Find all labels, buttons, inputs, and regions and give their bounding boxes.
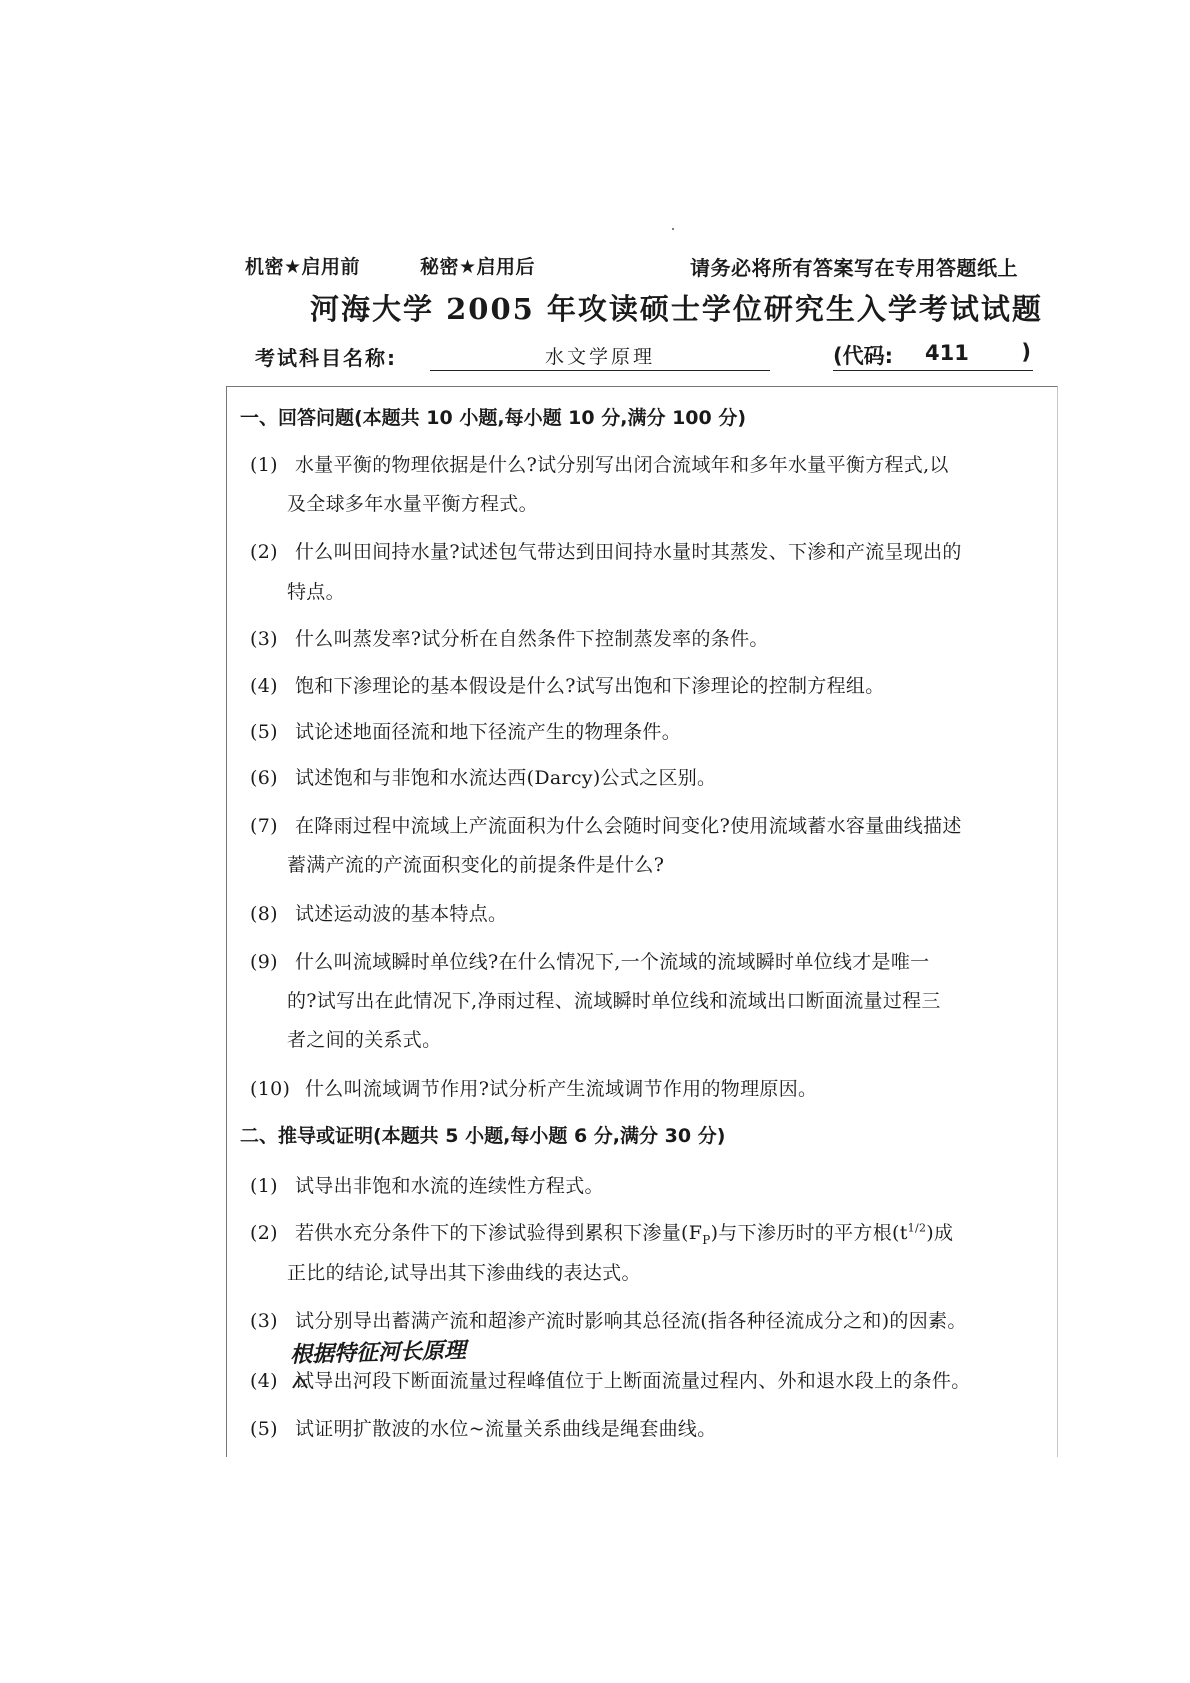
question-number: (2): [250, 541, 278, 563]
derivation-4: [250, 1366, 971, 1393]
scan-speck: [672, 228, 674, 230]
question-number: (10): [250, 1078, 291, 1100]
question-8: [250, 899, 507, 926]
question-10: [250, 1074, 817, 1101]
question-2-line-1: [250, 537, 962, 564]
question-1-line-2: 及全球多年水量平衡方程式。: [287, 493, 538, 515]
code-value: 411: [925, 341, 969, 365]
question-1-line-1: [250, 450, 949, 477]
subject-name: 水文学原理: [430, 342, 770, 371]
question-number: (1): [250, 454, 278, 476]
exam-title: 河海大学 2005 年攻读硕士学位研究生入学考试试题: [310, 292, 1043, 326]
question-6: [250, 763, 716, 790]
derivation-2-line-1: [250, 1218, 953, 1247]
question-text: 若供水充分条件下的下渗试验得到累积下渗量(F: [295, 1222, 703, 1244]
question-text: 在降雨过程中流域上产流面积为什么会随时间变化?使用流域蓄水容量曲线描述: [295, 815, 962, 837]
section1-heading: 一、回答问题(本题共 10 小题,每小题 10 分,满分 100 分): [240, 407, 747, 429]
subject-label: 考试科目名称:: [255, 346, 397, 370]
question-number: (4): [250, 675, 278, 697]
question-number: (8): [250, 903, 278, 925]
question-number: (4): [250, 1370, 278, 1392]
question-text: 试述饱和与非饱和水流达西(Darcy)公式之区别。: [295, 767, 717, 789]
question-9-line-3: 者之间的关系式。: [287, 1029, 442, 1051]
question-text: 试导出河段下断面流量过程峰值位于上断面流量过程内、外和退水段上的条件。: [295, 1370, 971, 1392]
question-number: (9): [250, 951, 278, 973]
question-text: 什么叫流域瞬时单位线?在什么情况下,一个流域的流域瞬时单位线才是唯一: [295, 951, 930, 973]
question-number: (2): [250, 1222, 278, 1244]
question-text: 试证明扩散波的水位~流量关系曲线是绳套曲线。: [295, 1418, 717, 1440]
code-close-paren: ): [1021, 340, 1031, 364]
question-number: (7): [250, 815, 278, 837]
derivation-2-line-2: 正比的结论,试导出其下渗曲线的表达式。: [287, 1262, 641, 1284]
question-number: (3): [250, 628, 278, 650]
question-text: 试分别导出蓄满产流和超渗产流时影响其总径流(指各种径流成分之和)的因素。: [295, 1310, 967, 1332]
question-7-line-2: 蓄满产流的产流面积变化的前提条件是什么?: [287, 854, 665, 876]
question-text: )成: [926, 1222, 954, 1244]
question-9-line-2: 的?试写出在此情况下,净雨过程、流域瞬时单位线和流域出口断面流量过程三: [287, 990, 941, 1012]
question-7-line-1: [250, 811, 962, 838]
secret-after-label: 秘密★启用后: [420, 256, 536, 278]
question-text: 什么叫田间持水量?试述包气带达到田间持水量时其蒸发、下渗和产流呈现出的: [295, 541, 962, 563]
section2-heading: 二、推导或证明(本题共 5 小题,每小题 6 分,满分 30 分): [240, 1125, 726, 1147]
question-text: 试导出非饱和水流的连续性方程式。: [295, 1175, 604, 1197]
question-number: (6): [250, 767, 278, 789]
superscript-half: 1/2: [907, 1221, 927, 1235]
derivation-5: [250, 1414, 717, 1441]
question-text: 试论述地面径流和地下径流产生的物理条件。: [295, 721, 682, 743]
code-label: (代码:: [833, 344, 893, 368]
derivation-3: [250, 1306, 967, 1333]
question-text: 试述运动波的基本特点。: [295, 903, 508, 925]
question-3: [250, 624, 769, 651]
handwritten-annotation: 根据特征河长原理: [289, 1338, 467, 1368]
question-number: (5): [250, 721, 278, 743]
question-4: [250, 671, 885, 698]
question-text: 水量平衡的物理依据是什么?试分别写出闭合流域年和多年水量平衡方程式,以: [295, 454, 949, 476]
question-2-line-2: 特点。: [287, 581, 345, 603]
question-9-line-1: [250, 947, 929, 974]
question-text: )与下渗历时的平方根(t: [710, 1222, 908, 1244]
question-text: 什么叫流域调节作用?试分析产生流域调节作用的物理原因。: [305, 1078, 818, 1100]
derivation-1: [250, 1171, 604, 1198]
subscript-p: P: [702, 1232, 711, 1247]
subject-row: [255, 340, 1035, 372]
subject-code: [833, 340, 1033, 371]
question-text: 饱和下渗理论的基本假设是什么?试写出饱和下渗理论的控制方程组。: [295, 675, 885, 697]
question-5: [250, 717, 681, 744]
question-number: (1): [250, 1175, 278, 1197]
confidential-before-label: 机密★启用前: [245, 256, 361, 278]
question-text: 什么叫蒸发率?试分析在自然条件下控制蒸发率的条件。: [295, 628, 769, 650]
question-number: (5): [250, 1418, 278, 1440]
answer-sheet-instruction: 请务必将所有答案写在专用答题纸上: [690, 256, 1018, 280]
question-number: (3): [250, 1310, 278, 1332]
